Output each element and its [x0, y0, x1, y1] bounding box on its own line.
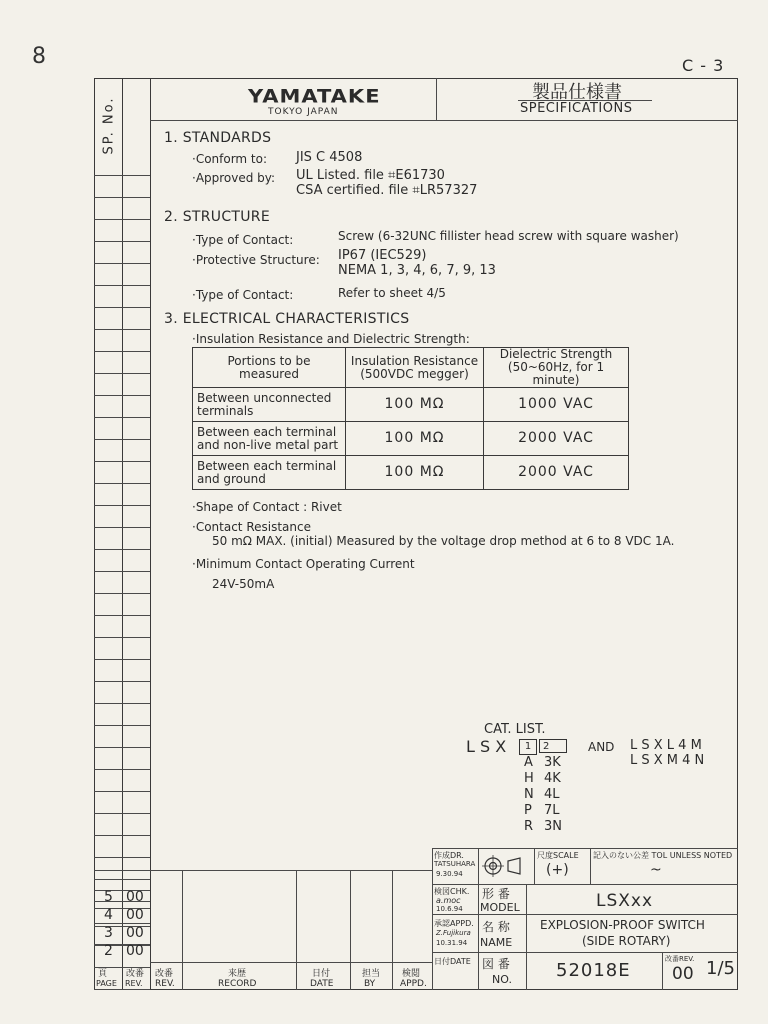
tolerance-value: ~ [650, 862, 662, 878]
approved-value-ul: UL Listed. file ⌗E61730 [296, 168, 445, 183]
appd-label: APPD. [400, 979, 427, 989]
tolerance-label: 記入のない公差 TOL UNLESS NOTED [593, 851, 733, 860]
revision-box-value: 00 [672, 964, 694, 984]
rev-col-line [182, 870, 183, 990]
catalog-code-letter: A [524, 755, 533, 770]
contact-type-label: ·Type of Contact: [192, 233, 294, 247]
row-portion-line2: and non-live metal part [197, 437, 339, 452]
handwritten-page-number: 8 [32, 44, 46, 69]
rev-number: 00 [126, 907, 144, 923]
catalog-code-value: 3K [544, 755, 561, 770]
catalog-code-letter: H [524, 771, 534, 786]
catalog-code-value: 7L [544, 803, 560, 818]
rev-header-line [150, 962, 432, 963]
col-insulation-line1: Insulation Resistance [350, 353, 479, 368]
date-label: DATE [310, 979, 334, 989]
sp-grid-line [94, 989, 150, 990]
catalog-title: CAT. LIST. [484, 722, 546, 737]
sp-no-label: SP. No. [101, 96, 117, 155]
check-name: a.moc [436, 896, 461, 905]
sp-grid-line [94, 659, 150, 660]
sheet-number: 1/5 [706, 958, 735, 979]
col-insulation-line2: (500VDC megger) [360, 366, 469, 381]
model-label: MODEL [480, 901, 520, 914]
sp-grid-line [94, 527, 150, 528]
table-header-row [193, 348, 629, 388]
sp-grid-line [94, 813, 150, 814]
catalog-code-letter: N [524, 787, 534, 802]
approved-value-csa: CSA certified. file ⌗LR57327 [296, 183, 478, 198]
header-divider [150, 120, 738, 121]
sp-grid-line [94, 197, 150, 198]
sp-grid-line [94, 571, 150, 572]
contact-resistance-value: 50 mΩ MAX. (initial) Measured by the voltage drop method at 6 to 8 VDC 1A. [212, 534, 675, 548]
rev-col-jp: 改番 [155, 969, 174, 979]
sp-grid-line [94, 263, 150, 264]
logo-subtitle: TOKYO JAPAN [268, 107, 339, 117]
rev-page-number: 2 [104, 943, 113, 959]
rev-number: 00 [126, 925, 144, 941]
row-portion-line1: Between each terminal [197, 424, 337, 439]
check-label: 検図CHK. [434, 887, 470, 896]
sp-grid-line [94, 329, 150, 330]
drawn-date: 9.30.94 [436, 870, 463, 878]
row-portion [193, 388, 346, 422]
catalog-code-value: 4K [544, 771, 561, 786]
row-insulation: 100 MΩ [346, 388, 484, 422]
sp-grid-line [94, 483, 150, 484]
check-date: 10.6.94 [436, 905, 463, 913]
appd-jp: 検閲 [402, 969, 421, 979]
row-dielectric: 2000 VAC [484, 456, 629, 490]
contact-type-label-2: ·Type of Contact: [192, 288, 294, 302]
sp-grid-line [94, 615, 150, 616]
row-insulation: 100 MΩ [346, 456, 484, 490]
sp-grid-line [94, 923, 150, 924]
catalog-and: AND [588, 740, 615, 754]
rev-page-number: 4 [104, 907, 113, 923]
conform-value: JIS C 4508 [296, 150, 363, 165]
tb-line [662, 952, 663, 990]
row-dielectric: 2000 VAC [484, 422, 629, 456]
contact-type-value: Screw (6-32UNC fillister head screw with square washer) [338, 229, 679, 243]
sp-grid-line [94, 791, 150, 792]
sp-grid-line [94, 505, 150, 506]
sp-grid-line [94, 593, 150, 594]
sp-grid-line [94, 703, 150, 704]
sp-grid-line [94, 857, 150, 858]
approval-label: 承認APPD. [434, 919, 474, 928]
catalog-prefix: L S X [466, 737, 507, 756]
name-value-2: (SIDE ROTARY) [582, 934, 671, 948]
section-structure-heading: 2. STRUCTURE [164, 209, 270, 225]
rev-jp-label: 改番 [126, 969, 145, 979]
approval-name: Z.Fujikura [436, 929, 471, 937]
contact-type-value-2: Refer to sheet 4/5 [338, 286, 446, 300]
sp-grid-line [94, 879, 150, 880]
sp-grid-line [94, 637, 150, 638]
table-row [193, 422, 629, 456]
sp-grid-line [94, 219, 150, 220]
name-label: NAME [480, 936, 513, 949]
rev-col-line [296, 870, 297, 990]
sp-grid-line [94, 351, 150, 352]
name-jp: 名 称 [482, 920, 510, 934]
drawing-no-jp: 図 番 [482, 957, 510, 971]
by-jp: 担当 [362, 969, 381, 979]
rev-page-number: 3 [104, 925, 113, 941]
sp-grid-line [94, 373, 150, 374]
sp-grid-line [94, 835, 150, 836]
title-english: SPECIFICATIONS [520, 101, 633, 116]
row-portion-line2: terminals [197, 403, 254, 418]
tb-line [590, 848, 591, 884]
sp-grid-line [94, 725, 150, 726]
catalog-extra-1: L S X L 4 M [630, 738, 702, 753]
record-label: RECORD [218, 979, 257, 989]
tb-line [534, 848, 535, 884]
rev-top-line [94, 870, 432, 871]
sp-grid-line [94, 681, 150, 682]
date-jp: 日付 [312, 969, 331, 979]
row-portion [193, 456, 346, 490]
date-box-label: 日付DATE [434, 957, 471, 966]
drawn-label: 作成DR. [434, 851, 464, 860]
sp-grid-line [94, 241, 150, 242]
sp-grid-line [94, 461, 150, 462]
col-dielectric-line1: Dielectric Strength [499, 347, 613, 361]
drawn-name: TATSUHARA [434, 860, 476, 868]
sp-grid-line [94, 307, 150, 308]
sp-grid-line [94, 395, 150, 396]
col-insulation-header [346, 348, 484, 388]
sp-grid-line [94, 439, 150, 440]
approval-date: 10.31.94 [436, 939, 468, 947]
catalog-box-2: 2 [539, 739, 567, 753]
approved-label: ·Approved by: [192, 171, 276, 185]
insulation-table [192, 347, 629, 490]
col-dielectric-header [484, 348, 629, 388]
rev-col-line [350, 870, 351, 990]
scale-label: 尺度SCALE [537, 851, 579, 860]
revision-box-label: 改番REV. [665, 955, 695, 963]
col-dielectric-line2: (50~60Hz, for 1 minute) [507, 360, 605, 387]
protective-label: ·Protective Structure: [192, 253, 320, 267]
drawing-no-value: 52018E [556, 960, 631, 981]
sp-grid-line [94, 747, 150, 748]
catalog-code-letter: R [524, 819, 534, 834]
rev-page-number: 5 [104, 889, 113, 905]
protective-value-nema: NEMA 1, 3, 4, 6, 7, 9, 13 [338, 263, 496, 278]
catalog-code-letter: P [524, 803, 532, 818]
record-jp: 来歴 [228, 969, 247, 979]
row-portion [193, 422, 346, 456]
sp-grid-line [94, 417, 150, 418]
drawing-no-label: NO. [492, 973, 512, 986]
row-portion-line2: and ground [197, 471, 266, 486]
catalog-box-1: 1 [519, 739, 537, 755]
rev-col-label: REV. [155, 979, 175, 989]
sidebar-divider-2 [150, 78, 151, 990]
tb-line [478, 848, 479, 990]
company-logo: YAMATAKE [248, 85, 381, 107]
contact-shape: ·Shape of Contact : Rivet [192, 500, 342, 514]
row-dielectric: 1000 VAC [484, 388, 629, 422]
row-portion-line1: Between unconnected [197, 390, 332, 405]
sidebar-divider [122, 78, 123, 990]
scale-value: (+) [546, 862, 569, 878]
catalog-code-value: 4L [544, 787, 560, 802]
table-row [193, 388, 629, 422]
projection-symbol-icon [482, 852, 530, 880]
catalog-code-value: 3N [544, 819, 562, 834]
model-jp: 形 番 [482, 887, 510, 901]
sp-grid-line [94, 175, 150, 176]
rev-label: REV. [125, 979, 143, 988]
page-code: C - 3 [682, 56, 725, 75]
insulation-subheading: ·Insulation Resistance and Dielectric Strength: [192, 332, 470, 346]
by-label: BY [364, 979, 376, 989]
sp-grid-line [94, 549, 150, 550]
page-label: PAGE [96, 979, 117, 988]
title-block-left [432, 848, 433, 990]
min-current-value: 24V-50mA [212, 577, 275, 591]
protective-value-ip: IP67 (IEC529) [338, 248, 427, 263]
catalog-extra-2: L S X M 4 N [630, 753, 705, 768]
contact-resistance-label: ·Contact Resistance [192, 520, 311, 534]
row-insulation: 100 MΩ [346, 422, 484, 456]
header-split [436, 78, 437, 120]
tb-line [526, 884, 527, 990]
sp-grid-line [94, 769, 150, 770]
table-row [193, 456, 629, 490]
rev-col-line [392, 870, 393, 990]
col-portions-header: Portions to be measured [193, 348, 346, 388]
section-standards-heading: 1. STANDARDS [164, 130, 272, 146]
conform-label: ·Conform to: [192, 152, 268, 166]
section-electrical-heading: 3. ELECTRICAL CHARACTERISTICS [164, 311, 410, 327]
min-current-label: ·Minimum Contact Operating Current [192, 557, 415, 571]
title-japanese: 製品仕様書 [532, 82, 622, 103]
page-jp-label: 頁 [98, 969, 108, 979]
rev-number: 00 [126, 889, 144, 905]
row-portion-line1: Between each terminal [197, 458, 337, 473]
model-value: LSXxx [596, 891, 654, 911]
name-value-1: EXPLOSION-PROOF SWITCH [540, 918, 705, 932]
sp-grid-line [94, 285, 150, 286]
rev-number: 00 [126, 943, 144, 959]
